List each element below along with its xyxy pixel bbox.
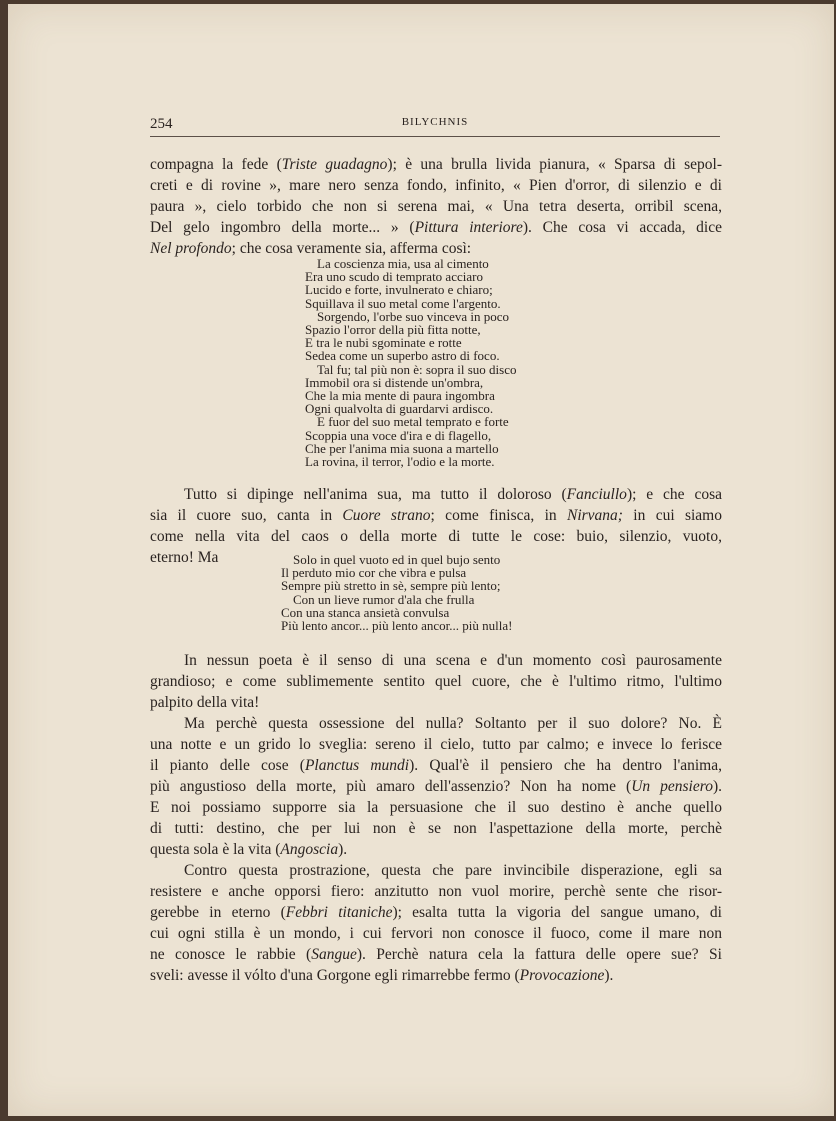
poem-verse: Sedea come un superbo astro di foco. [305,348,500,364]
text-line [150,175,722,196]
text-line [150,860,722,881]
poem-verse: E fuor del suo metal temprato e forte [317,414,509,430]
text-run: E noi possiamo supporre sia la persuasione che il suo destino è anche quello [150,799,722,816]
poem-verse: La coscienza mia, usa al cimento [317,256,489,271]
text-run: il pianto delle cose ( [150,757,305,774]
italic-title: Nirvana; [567,507,623,524]
text-run: sveli: avesse il vólto d'una Gorgone egli rimarrebbe fermo ( [150,967,520,984]
poem-verse: Con una stanca ansietà convulsa [281,604,450,620]
paragraph-block-1 [150,154,722,259]
text-run: ); esalta tutta la vigoria del sangue umano, di [392,904,722,921]
poem-verse: Che per l'anima mia suona a martello [305,440,499,456]
text-line [150,713,722,734]
text-line [150,881,722,902]
running-title: BILYCHNIS [401,116,469,128]
poem-verse: Scoppia una voce d'ira e di flagello, [305,427,492,443]
text-run: ). [712,778,722,795]
text-run: Ma perchè questa ossessione del nulla? Soltanto per il suo dolore? No. È [184,715,722,732]
italic-title: Cuore strano [342,507,431,524]
text-run: Tutto si dipinge nell'anima sua, ma tutto il doloroso ( [184,486,567,503]
poem-verse: Spazio l'orror della più fitta notte, [305,322,481,338]
text-line [150,755,722,776]
text-run: una notte e un grido lo sveglia: sereno il cielo, tutto par calmo; e invece lo ferisce [150,736,722,753]
poem-stanza-1 [305,257,516,468]
text-run: Del gelo ingombro della morte... » ( [150,219,415,236]
text-run: come nella vita del caos o della morte di tutte le cose: buio, silenzio, vuoto, [150,528,722,545]
poem-verse: Sorgendo, l'orbe suo vinceva in poco [317,308,510,324]
text-line [150,776,722,797]
italic-title: Nel profondo [150,240,232,257]
text-line [150,944,722,965]
text-run: ). [604,967,614,984]
text-run: in cui siamo [622,507,722,524]
text-run: questa sola è la vita ( [150,841,281,858]
paragraph-block-3 [150,650,722,986]
italic-title: Un pensiero [631,778,713,795]
text-line [150,965,722,986]
text-run: compagna la fede ( [150,156,282,173]
text-line [150,217,722,238]
text-run: ). Perchè natura cela la fattura delle opere sue? Si [356,946,722,963]
poem-verse: Lucido e forte, invulnerato e chiaro; [305,282,493,298]
poem-verse: Squillava il suo metal come l'argento. [305,295,501,311]
italic-title: Fanciullo [566,486,627,503]
italic-title: Pittura interiore [414,219,523,236]
text-line [150,505,722,526]
italic-title: Sangue [311,946,357,963]
poem-verse: Con un lieve rumor d'ala che frulla [293,591,475,607]
italic-title: Febbri titaniche [285,904,393,921]
text-line [150,902,722,923]
italic-title: Provocazione [519,967,605,984]
poem-verse: Più lento ancor... più lento ancor... più nulla! [281,618,513,634]
poem-verse: Il perduto mio cor che vibra e pulsa [281,565,467,581]
text-run: paura », cielo torbido che non si serena mai, « Una tetra deserta, orribil scena, [150,198,722,215]
poem-verse: Immobil ora si distende un'ombra, [305,374,484,390]
text-run: ). [338,841,348,858]
text-run: grandioso; e come sublimemente sentito quel cuore, che è l'ultimo ritmo, l'ultimo [150,673,722,690]
text-run: palpito della vita! [150,694,260,711]
poem-verse: Tal fu; tal più non è: sopra il suo disco [317,361,517,377]
poem-verse: Che la mia mente di paura ingombra [305,388,495,404]
text-run: ). Che cosa vi accada, dice [522,219,722,236]
text-run: eterno! Ma [150,549,219,566]
text-line [150,692,722,713]
italic-title: Planctus mundi [304,757,410,774]
italic-title: Angoscia [280,841,339,858]
poem-verse: Ogni qualvolta di guardarvi ardisco. [305,401,494,417]
text-run: più angustioso della morte, più amaro dell'assenzio? Non ha nome ( [150,778,632,795]
text-run: In nessun poeta è il senso di una scena e d'un momento così paurosamente [184,652,722,669]
text-run: creti e di rovine », mare nero senza fondo, infinito, « Pien d'orror, di silenzio e di [150,177,722,194]
poem-verse: E tra le nubi sgominate e rotte [305,335,462,351]
text-run: ne conosce le rabbie ( [150,946,312,963]
text-line [150,526,722,547]
text-line [150,797,722,818]
text-run: Contro questa prostrazione, questa che pare invincibile disperazione, egli sa [184,862,722,879]
poem-verse: Solo in quel vuoto ed in quel bujo sento [293,552,501,567]
page-number: 254 [150,116,173,132]
text-line [150,923,722,944]
text-run: di tutti: destino, che per lui non è se non l'aspettazione della morte, perchè [150,820,722,837]
header-rule [150,136,720,137]
text-run: ); e che cosa [626,486,722,503]
poem-stanza-2 [281,553,512,632]
text-line [150,818,722,839]
text-run: ; come finisca, in [430,507,567,524]
text-run: ); è una brulla livida pianura, « Sparsa di sepol- [387,156,722,173]
page-header [150,116,720,136]
text-line [150,650,722,671]
text-run: gerebbe in eterno ( [150,904,286,921]
text-line [150,154,722,175]
poem-verse: Sempre più stretto in sè, sempre più lento; [281,578,501,594]
text-run: ; che cosa veramente sia, afferma così: [231,240,472,257]
text-line [150,734,722,755]
text-run: ). Qual'è il pensiero che ha dentro l'anima, [409,757,722,774]
italic-title: Triste guadagno [281,156,388,173]
text-run: sia il cuore suo, canta in [150,507,343,524]
text-run: cui ogni stilla è un mondo, i cui fervori non conosce il fuoco, come il mare non [150,925,722,942]
text-line [150,839,722,860]
text-line [150,196,722,217]
text-run: resistere e anche opporsi fiero: anzitutto non vuol morire, perchè sente che risor- [150,883,722,900]
text-line [150,484,722,505]
poem-verse: Era uno scudo di temprato acciaro [305,269,483,285]
text-line [150,671,722,692]
poem-verse: La rovina, il terror, l'odio e la morte. [305,454,495,470]
